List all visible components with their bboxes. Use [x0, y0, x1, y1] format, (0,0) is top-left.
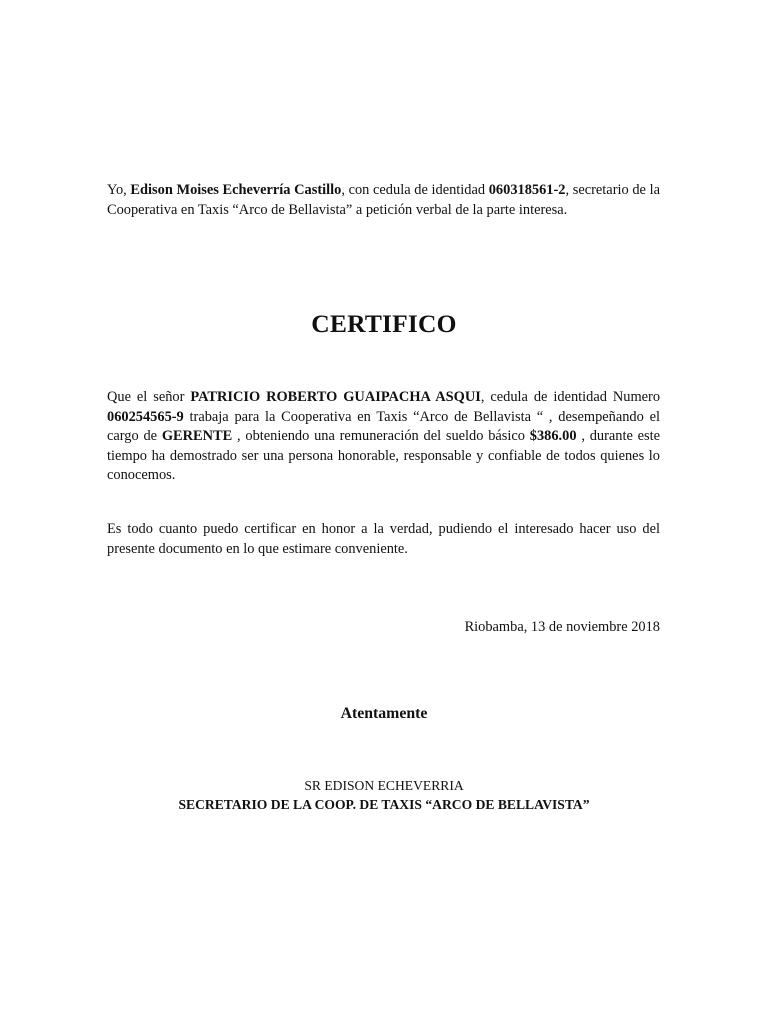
body-text-2: , cedula de identidad Numero [480, 389, 661, 405]
intro-paragraph [107, 181, 660, 220]
employee-id-number: 060254565-9 [107, 408, 184, 425]
intro-text-2: , con cedula de identidad [341, 182, 489, 198]
signatory-title: SECRETARIO DE LA COOP. DE TAXIS “ARCO DE BELLAVISTA” [178, 797, 590, 812]
body-text-5: , durante este tiempo ha demostrado ser una persona honorable, responsable y confiable de todos quienes lo conocemos. [107, 428, 660, 483]
body-paragraph [107, 388, 660, 486]
body-text-3: trabaja para la Cooperativa en Taxis “Arco de Bellavista “ , desempeñando el cargo de [107, 408, 660, 444]
signatory-name: SR EDISON ECHEVERRIA [304, 778, 464, 793]
body-text-4: , obteniendo una remuneración del sueldo básico [232, 428, 530, 444]
signature-block [0, 776, 768, 814]
closing-paragraph: Es todo cuanto puedo certificar en honor a la verdad, pudiendo el interesado hacer uso del presente documento en lo que estimare conveniente. [107, 521, 660, 557]
salutation: Atentamente [340, 705, 428, 722]
employee-name: PATRICIO ROBERTO GUAIPACHA ASQUI [190, 389, 481, 405]
intro-text-3: , secretario de la Cooperativa en Taxis “Arco de Bellavista” a petición verbal de la parte interesa. [107, 182, 660, 218]
document-title: CERTIFICO [311, 309, 457, 338]
body-text-1: Que el señor [107, 389, 191, 405]
intro-text-1: Yo, [107, 182, 131, 198]
employee-salary: $386.00 [529, 428, 577, 444]
secretary-name: Edison Moises Echeverría Castillo [130, 182, 342, 198]
date-line: Riobamba, 13 de noviembre 2018 [464, 619, 660, 635]
secretary-id-number: 060318561-2 [488, 182, 566, 198]
employee-role: GERENTE [161, 428, 233, 444]
